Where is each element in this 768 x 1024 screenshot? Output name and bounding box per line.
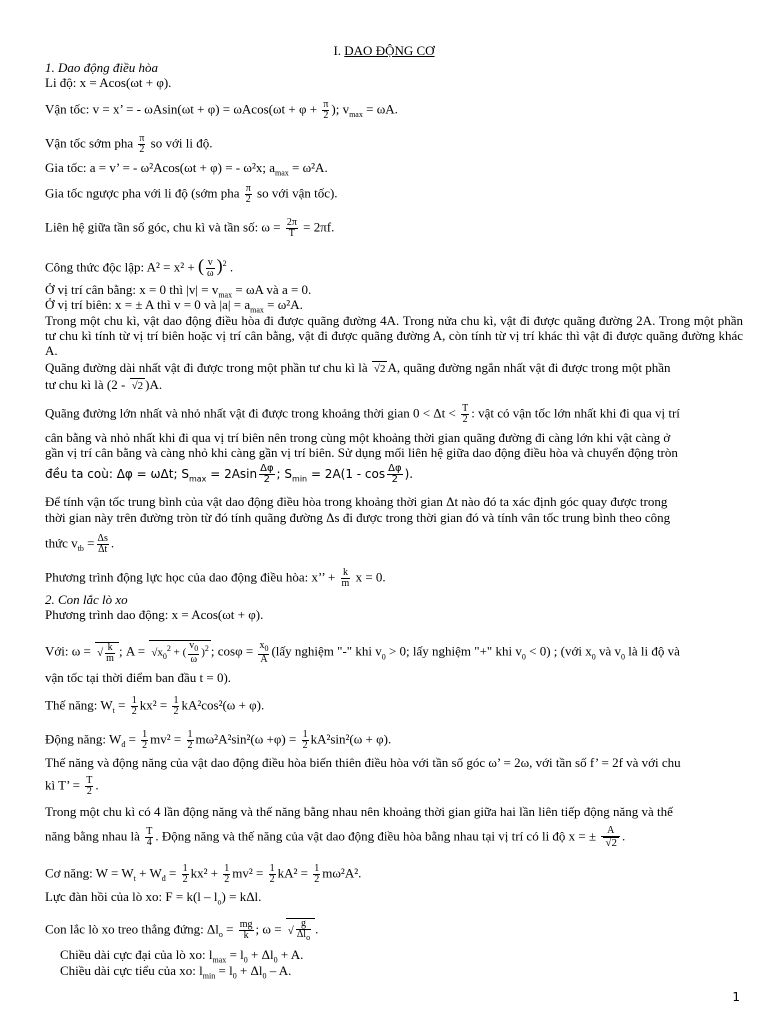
text: = 2πf. <box>303 219 335 235</box>
subscript: 0 <box>243 955 248 965</box>
text: x <box>259 639 265 651</box>
paragraph-longest <box>45 360 743 377</box>
text: = ωA và a = 0. <box>232 282 312 297</box>
numerator: 1 <box>131 695 137 706</box>
text: A, quãng đường ngắn nhất vật đi được trong một phần <box>387 360 671 375</box>
text: đều ta coù: Δφ = ωΔt; S <box>45 467 189 481</box>
fraction <box>286 218 298 239</box>
text: = <box>114 697 126 713</box>
fraction <box>259 464 274 485</box>
sqrt <box>372 361 388 377</box>
subscript: đ <box>121 740 126 750</box>
text: – A. <box>266 963 292 978</box>
text: Phương trình động lực học của dao động điều hòa: x’’ + <box>45 569 336 585</box>
denominator: T <box>286 228 298 239</box>
fraction <box>131 696 138 717</box>
title-text: DAO ĐỘNG CƠ <box>344 43 435 58</box>
fraction <box>269 864 276 885</box>
formula-independent: Công thức độc lập: A² = x² + ( $\frac{v}{\omega}$ )$^2$ . <box>45 255 234 279</box>
text: ; ω = <box>255 921 282 937</box>
subscript: max <box>349 110 363 120</box>
text: + A. <box>277 947 304 962</box>
text: kì T’ = <box>45 777 81 793</box>
text: = l <box>215 963 233 978</box>
denominator <box>296 929 311 943</box>
text: kA²sin²(ω + φ). <box>310 731 392 747</box>
paragraph-avg-velocity: Để tính vận tốc trung bình của vật dao động điều hòa trong khoảng thời gian Δt nào đó ta xác định góc quay được trong <box>45 494 668 509</box>
fraction <box>322 100 329 121</box>
subscript: đ <box>161 874 166 884</box>
text: . Động năng và thế năng của vật dao động điều hòa bằng nhau tại vị trí có li độ x = ± <box>155 828 597 844</box>
text: = 2Asin <box>206 467 258 481</box>
fraction <box>302 730 309 751</box>
numerator: 1 <box>142 729 148 740</box>
spring-equation: Phương trình dao động: x = Acos(ωt + φ). <box>45 607 264 622</box>
formula-min-length <box>60 963 743 984</box>
text: Con lắc lò xo treo thẳng đứng: Δl <box>45 921 219 937</box>
paragraph-distance: Trong một chu kì, vật dao động điều hòa đi được quãng đường 4A. Trong nửa chu kì, vật đi được quãng đường 2A. Trong một phần tư chu kì tính từ vị trí biên hoặc vị trí cân bằng, vật đi được quãng đường A, còn tính từ vị trí khác thì vật đi được quãng đường khác A. <box>45 313 743 358</box>
numerator: 1 <box>182 863 188 874</box>
text: Ở vị trí cân bằng: x = 0 thì |v| = v <box>45 282 219 297</box>
numerator: v <box>207 256 213 268</box>
subscript: max <box>188 474 207 484</box>
fraction <box>461 404 469 425</box>
denominator: 2 <box>86 786 92 797</box>
page-title <box>0 43 768 59</box>
sqrt <box>95 642 119 664</box>
text: = l <box>226 947 244 962</box>
energy-period-note: kì T’ = $\frac{T}{2}$ . <box>45 775 99 797</box>
denominator: 4 <box>146 837 152 848</box>
energy-frequency-note: Thế năng và động năng của vật dao động điều hòa biến thiên điều hòa với tần số góc ω’ = 2ω, với tần số f’ = 2f và với chu <box>45 755 681 770</box>
denominator: ω <box>188 654 199 665</box>
section-heading-1: 1. Dao động điều hòa <box>45 60 159 75</box>
text: Δl <box>296 929 307 940</box>
numerator: A <box>607 825 615 836</box>
numerator: T <box>146 826 153 837</box>
text: Công thức độc lập: A² = x² + <box>45 259 195 275</box>
sqrt <box>286 918 315 943</box>
numerator: mg <box>239 919 253 931</box>
numerator: π <box>139 133 145 144</box>
subscript: max <box>212 955 227 965</box>
text: = <box>165 865 177 881</box>
text: mω²A²sin²(ω +φ) = <box>195 731 297 747</box>
subscript: max <box>274 168 289 178</box>
paragraph-avg-velocity-2: thời gian này trên đường tròn từ đó tính quãng đường Δs đi được trong thời gian đó và tính vân tốc trung bình theo công <box>45 510 671 525</box>
fraction <box>85 776 93 797</box>
text: Vận tốc sớm pha <box>45 135 134 151</box>
subscript: min <box>202 971 216 981</box>
paragraph-max-min <box>45 404 743 425</box>
text: : vật có vận tốc lớn nhất khi đi qua vị trí <box>471 405 680 421</box>
text: = ω²A. <box>263 297 303 312</box>
fraction <box>313 864 320 885</box>
text: Động năng: W <box>45 731 122 747</box>
text: = 2A(1 - cos <box>307 467 386 481</box>
sqrt <box>130 378 146 394</box>
text: + Δl <box>236 963 263 978</box>
text: ); v <box>331 101 350 117</box>
denominator: 2 <box>302 740 308 751</box>
numerator: π <box>245 183 251 194</box>
subscript: 0 <box>162 651 167 661</box>
fraction <box>245 184 252 205</box>
numerator: 1 <box>269 863 275 874</box>
denominator: 2 <box>131 706 137 717</box>
superscript: 2 <box>222 259 227 268</box>
text: so với li độ. <box>150 135 213 151</box>
denominator: 2 <box>142 740 148 751</box>
text: mv² = <box>150 731 182 747</box>
paragraph-max-min-2: cân bằng và nhỏ nhất khi đi qua vị trí biên nên trong cùng một khoảng thời gian quãng đường đi càng lớn khi vật càng ở <box>45 430 671 445</box>
text: mω²A². <box>322 865 362 881</box>
formula-velocity <box>45 100 743 122</box>
subscript: t <box>112 706 115 716</box>
text: )A. <box>145 377 163 392</box>
title-number: I. <box>333 43 342 58</box>
section-heading-2: 2. Con lắc lò xo <box>45 592 128 607</box>
energy-equal-note: Trong một chu kì có 4 lần động năng và thế năng bằng nhau nên khoảng thời gian giữa hai lần liên tiếp động năng và thế <box>45 804 673 819</box>
formula-potential-energy <box>45 696 743 718</box>
denominator: 2 <box>139 144 145 155</box>
text: > 0; lấy nghiệm "+" khi v <box>385 643 522 659</box>
numerator: k <box>342 567 348 578</box>
paren-open: ( <box>198 255 204 276</box>
subscript: max <box>250 305 264 315</box>
numerator: k <box>107 641 113 653</box>
fraction <box>97 534 109 555</box>
text: kA²cos²(ω + φ). <box>181 697 265 713</box>
numerator: T <box>86 775 93 786</box>
numerator: 1 <box>173 695 179 706</box>
denominator: 2 <box>259 474 274 485</box>
denominator: 2 <box>187 740 193 751</box>
paragraph-longest-cont <box>45 377 743 394</box>
text: Lực đàn hồi của lò xo: F = k(l – l <box>45 889 218 904</box>
radical <box>288 925 294 937</box>
text: Gia tốc: a = v’ = - ω²Acos(ωt + φ) = - ω²x; a <box>45 160 275 175</box>
fraction <box>223 864 230 885</box>
spring-omega-amplitude <box>45 640 743 665</box>
text: Thế năng: W <box>45 697 113 713</box>
text: Quãng đường lớn nhất và nhỏ nhất vật đi được trong khoảng thời gian 0 < Δt < <box>45 405 456 421</box>
text: kx² + <box>190 865 219 881</box>
subscript: 0 <box>591 652 596 662</box>
radical <box>97 647 103 659</box>
energy-equal-note-2: năng bằng nhau là $\frac{T}{4}$ . Động năng và thế năng của vật dao động điều hòa bằng nhau tại vị trí có li độ x = ± A √ 2 . <box>45 826 743 849</box>
denominator: 2 <box>224 874 230 885</box>
page-number: 1 <box>732 990 740 1004</box>
formula-avg-velocity: thức $v_{tb}$ = $\frac{\Delta s}{\Delta t}$ . <box>45 533 115 555</box>
paragraph-max-min-3: gần vị trí cân bằng và càng nhỏ khi càng gần vị trí biên. Sử dụng mối liên hệ giữa dao động điều hòa và chuyển động tròn <box>45 445 678 460</box>
sqrt: √ $x_0^2$ + ( $\frac{v_0}{\omega}$ )$^2$ <box>149 640 211 665</box>
text: < 0) ; (với x <box>525 643 592 659</box>
subscript: 0 <box>262 971 267 981</box>
denominator: 2 <box>314 874 320 885</box>
formula-acceleration <box>45 160 743 181</box>
subscript: o <box>218 930 223 940</box>
denominator: ω <box>207 267 214 279</box>
subscript: 0 <box>620 652 625 662</box>
subscript: o <box>306 933 311 942</box>
text: Liên hệ giữa tần số góc, chu kì và tần số: ω = <box>45 219 281 235</box>
subscript: max <box>218 290 233 300</box>
subscript: o <box>217 897 222 907</box>
fraction <box>239 920 254 941</box>
text: Chiều dài cực tiểu của xo: l <box>60 963 203 978</box>
denominator: 2 <box>387 474 402 485</box>
denominator: m <box>341 578 350 589</box>
formula-kinetic-energy <box>45 730 743 752</box>
radical <box>151 647 157 659</box>
text: ). <box>404 467 414 481</box>
fraction <box>105 643 115 664</box>
fraction <box>187 730 194 751</box>
numerator: T <box>462 403 469 414</box>
denominator: 2 <box>182 874 188 885</box>
subscript: 0 <box>194 644 199 654</box>
text: Chiều dài cực đại của lò xo: l <box>60 947 213 962</box>
numerator: π <box>323 99 329 110</box>
denominator: A <box>260 653 268 665</box>
numerator <box>258 641 269 654</box>
numerator: 1 <box>224 863 230 874</box>
numerator: g <box>300 918 306 929</box>
numerator: Δφ <box>260 463 274 474</box>
text: và v <box>595 643 621 659</box>
text: ; S <box>276 467 293 481</box>
text: x = 0. <box>355 569 386 585</box>
text: năng bằng nhau là <box>45 828 140 844</box>
text: Với: ω = <box>45 643 91 659</box>
fraction <box>182 864 189 885</box>
numerator: Δφ <box>388 463 402 474</box>
text: (lấy nghiệm "-" khi v <box>271 643 382 659</box>
formula-vertical-spring: Con lắc lò xo treo thẳng đứng: $\Delta l_o$ = $\frac{mg}{k}$ ; ω = √ $\frac{g}{\Delta l_o}$ . <box>45 918 743 943</box>
fraction <box>138 134 145 155</box>
numerator: $v_0$ <box>189 640 199 654</box>
text: tư chu kì là (2 - <box>45 377 126 392</box>
text: ) = kΔl. <box>221 889 262 904</box>
numerator: 2π <box>286 217 297 228</box>
radicand: 2 <box>379 363 386 375</box>
text: Cơ năng: W = W <box>45 865 134 881</box>
formula-mechanical-energy <box>45 864 743 886</box>
formula-displacement: Li độ: x = Acos(ωt + φ). <box>45 75 172 90</box>
text: Vận tốc: v = x’ = - ωAsin(ωt + φ) = ωAcos(ωt + φ + <box>45 101 318 117</box>
text: = <box>222 921 234 937</box>
subscript: 0 <box>232 971 237 981</box>
fraction <box>387 464 402 485</box>
fraction <box>145 827 153 848</box>
fraction <box>341 568 351 589</box>
text: thức v <box>45 535 78 551</box>
velocity-phase-note <box>45 134 743 155</box>
acceleration-phase-note <box>45 184 743 205</box>
formula-dynamics <box>45 568 743 589</box>
text: + Δl <box>247 947 274 962</box>
subscript: 0 <box>273 955 278 965</box>
denominator: 2 <box>245 194 251 205</box>
subscript: min <box>292 474 308 484</box>
denominator: 2 <box>323 110 329 121</box>
denominator: 2 <box>269 874 275 885</box>
denominator: 2 <box>173 706 179 717</box>
text: = <box>125 731 136 747</box>
fraction <box>601 826 620 849</box>
text: Ở vị trí biên: x = ± A thì v = 0 và |a| = a <box>45 297 251 312</box>
fraction <box>172 696 179 717</box>
numerator: 1 <box>302 729 308 740</box>
denominator: 2 <box>462 414 468 425</box>
text: mv² = <box>232 865 264 881</box>
denominator <box>601 836 620 849</box>
numerator: 1 <box>314 863 320 874</box>
fraction <box>188 641 199 665</box>
subscript: tb <box>77 544 84 554</box>
text: Quãng đường dài nhất vật đi được trong một phần tư chu kì là <box>45 360 368 375</box>
spring-initial-note: vận tốc tại thời điểm ban đầu t = 0). <box>45 670 232 685</box>
radicand: 2 <box>611 837 617 849</box>
text: là li độ và <box>624 643 680 659</box>
text: = ω²A. <box>288 160 328 175</box>
text: so với vận tốc). <box>257 185 338 201</box>
fraction <box>258 641 269 665</box>
text: ; A = <box>118 643 146 659</box>
text: ; cosφ = <box>210 643 254 659</box>
denominator: m <box>106 652 114 664</box>
radicand: 2 <box>137 380 144 392</box>
text: = <box>83 535 95 551</box>
subscript: t <box>133 874 136 884</box>
text: = ωA. <box>362 101 398 117</box>
text: Gia tốc ngược pha với li độ (sớm pha <box>45 185 240 201</box>
sqrt <box>603 837 619 848</box>
subscript: 0 <box>381 652 386 662</box>
fraction <box>206 258 215 279</box>
text: + W <box>135 865 162 881</box>
text: kx² = <box>139 697 168 713</box>
denominator: Δt <box>98 544 108 555</box>
formula-smax-smin <box>45 464 743 486</box>
formula-angular-frequency <box>45 218 743 239</box>
denominator: k <box>239 930 254 941</box>
subscript: 0 <box>521 652 526 662</box>
formula-elastic-force <box>45 889 743 910</box>
fraction <box>296 919 311 943</box>
numerator: 1 <box>187 729 193 740</box>
subscript: 0 <box>264 643 269 653</box>
numerator: Δs <box>97 533 108 544</box>
fraction <box>141 730 148 751</box>
text: kA² = <box>277 865 309 881</box>
paren-close: ) <box>216 255 223 276</box>
